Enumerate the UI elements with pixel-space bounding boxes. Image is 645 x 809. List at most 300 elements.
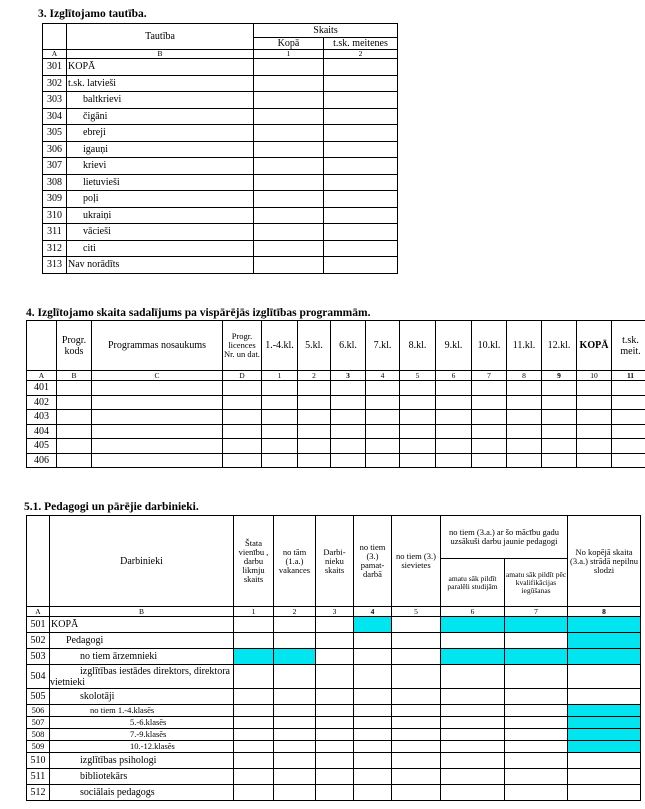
- data-cell[interactable]: [366, 395, 400, 410]
- data-cell[interactable]: [274, 753, 316, 769]
- data-cell[interactable]: [92, 424, 223, 439]
- data-cell[interactable]: [400, 453, 436, 468]
- data-cell[interactable]: [441, 769, 505, 785]
- data-cell[interactable]: [354, 617, 392, 633]
- data-cell[interactable]: [568, 665, 641, 689]
- data-cell[interactable]: [472, 424, 507, 439]
- row-code: 511: [27, 769, 50, 785]
- data-cell[interactable]: [262, 381, 298, 396]
- data-cell[interactable]: [568, 617, 641, 633]
- data-cell[interactable]: [542, 453, 577, 468]
- data-cell[interactable]: [366, 453, 400, 468]
- data-cell[interactable]: [436, 424, 472, 439]
- data-cell[interactable]: [366, 424, 400, 439]
- col-header-darbinieki: Darbinieki: [50, 516, 234, 607]
- data-cell[interactable]: [331, 453, 366, 468]
- col-header: KOPĀ: [577, 321, 612, 371]
- data-cell[interactable]: [262, 395, 298, 410]
- data-cell[interactable]: [577, 453, 612, 468]
- row-code: 305: [43, 125, 67, 142]
- data-cell[interactable]: [274, 689, 316, 705]
- table-row: [27, 769, 641, 785]
- row-code: 512: [27, 785, 50, 801]
- data-cell[interactable]: [441, 729, 505, 741]
- data-cell[interactable]: [234, 633, 274, 649]
- data-cell[interactable]: [92, 410, 223, 425]
- index-cell: B: [67, 50, 254, 59]
- data-cell[interactable]: [392, 729, 441, 741]
- data-cell[interactable]: [92, 381, 223, 396]
- data-cell[interactable]: [354, 689, 392, 705]
- row-code: 309: [43, 191, 67, 208]
- data-cell[interactable]: [441, 741, 505, 753]
- data-cell[interactable]: [441, 689, 505, 705]
- data-cell[interactable]: [223, 381, 262, 396]
- row-label: igauņi: [67, 141, 254, 158]
- data-cell[interactable]: [472, 410, 507, 425]
- data-cell[interactable]: [234, 689, 274, 705]
- table-row: [43, 158, 398, 175]
- data-cell[interactable]: [298, 453, 331, 468]
- data-cell[interactable]: [57, 381, 92, 396]
- data-cell[interactable]: [274, 617, 316, 633]
- row-code: 404: [27, 424, 57, 439]
- data-cell[interactable]: [441, 753, 505, 769]
- data-cell[interactable]: [223, 424, 262, 439]
- data-cell[interactable]: [568, 785, 641, 801]
- table-row: [43, 75, 398, 92]
- index-cell: A: [27, 371, 57, 381]
- data-cell[interactable]: [392, 741, 441, 753]
- data-cell[interactable]: [254, 108, 324, 125]
- data-cell[interactable]: [392, 617, 441, 633]
- row-label: 10.-12.klasēs: [50, 741, 234, 753]
- data-cell[interactable]: [505, 649, 568, 665]
- data-cell[interactable]: [254, 207, 324, 224]
- row-code: 507: [27, 717, 50, 729]
- data-cell[interactable]: [234, 717, 274, 729]
- data-cell[interactable]: [223, 395, 262, 410]
- data-cell[interactable]: [568, 689, 641, 705]
- data-cell[interactable]: [612, 424, 645, 439]
- data-cell[interactable]: [324, 75, 398, 92]
- col-header: 10.kl.: [472, 321, 507, 371]
- data-cell[interactable]: [366, 410, 400, 425]
- data-cell[interactable]: [254, 125, 324, 142]
- data-cell[interactable]: [354, 649, 392, 665]
- data-cell[interactable]: [254, 141, 324, 158]
- data-cell[interactable]: [324, 191, 398, 208]
- row-code: 310: [43, 207, 67, 224]
- data-cell[interactable]: [354, 741, 392, 753]
- data-cell[interactable]: [366, 381, 400, 396]
- data-cell[interactable]: [505, 665, 568, 689]
- data-cell[interactable]: [324, 240, 398, 257]
- data-cell[interactable]: [505, 633, 568, 649]
- row-code: 505: [27, 689, 50, 705]
- col-header-kopa: Kopā: [254, 38, 324, 50]
- data-cell[interactable]: [507, 381, 542, 396]
- row-label: vācieši: [67, 224, 254, 241]
- table-row: [43, 59, 398, 76]
- ethnicity-table: [42, 23, 398, 274]
- table-row: [27, 395, 645, 410]
- data-cell[interactable]: [223, 453, 262, 468]
- row-label: KOPĀ: [67, 59, 254, 76]
- index-cell: 6: [441, 607, 505, 617]
- col-header: 9.kl.: [436, 321, 472, 371]
- data-cell[interactable]: [57, 410, 92, 425]
- col-header-paraleli: amatu sāk pildīt paralēli studijām: [441, 559, 505, 607]
- data-cell[interactable]: [441, 617, 505, 633]
- data-cell[interactable]: [274, 705, 316, 717]
- data-cell[interactable]: [316, 785, 354, 801]
- data-cell[interactable]: [331, 424, 366, 439]
- data-cell[interactable]: [234, 705, 274, 717]
- data-cell[interactable]: [441, 649, 505, 665]
- table-row: [27, 453, 645, 468]
- section-5-title: 5.1. Pedagogi un pārējie darbinieki.: [24, 501, 199, 513]
- row-label: Nav norādīts: [67, 257, 254, 274]
- data-cell[interactable]: [472, 395, 507, 410]
- data-cell[interactable]: [612, 410, 645, 425]
- table-row: [43, 141, 398, 158]
- col-header-vakances: no tām (1.a.) vakances: [274, 516, 316, 607]
- data-cell[interactable]: [568, 633, 641, 649]
- index-cell: 3: [331, 371, 366, 381]
- data-cell[interactable]: [392, 633, 441, 649]
- data-cell[interactable]: [542, 395, 577, 410]
- index-cell: D: [223, 371, 262, 381]
- data-cell[interactable]: [441, 785, 505, 801]
- data-cell[interactable]: [254, 75, 324, 92]
- data-cell[interactable]: [392, 753, 441, 769]
- data-cell[interactable]: [392, 769, 441, 785]
- data-cell[interactable]: [254, 59, 324, 76]
- data-cell[interactable]: [274, 649, 316, 665]
- data-cell[interactable]: [316, 665, 354, 689]
- data-cell[interactable]: [392, 665, 441, 689]
- data-cell[interactable]: [354, 769, 392, 785]
- data-cell[interactable]: [507, 395, 542, 410]
- table-row: [27, 410, 645, 425]
- row-code: 308: [43, 174, 67, 191]
- data-cell[interactable]: [354, 785, 392, 801]
- data-cell[interactable]: [505, 617, 568, 633]
- data-cell[interactable]: [542, 439, 577, 454]
- data-cell[interactable]: [316, 717, 354, 729]
- data-cell[interactable]: [298, 410, 331, 425]
- row-code: 301: [43, 59, 67, 76]
- data-cell[interactable]: [400, 439, 436, 454]
- data-cell[interactable]: [274, 729, 316, 741]
- row-label: t.sk. latvieši: [67, 75, 254, 92]
- data-cell[interactable]: [436, 453, 472, 468]
- data-cell[interactable]: [316, 617, 354, 633]
- col-header: 11.kl.: [507, 321, 542, 371]
- data-cell[interactable]: [254, 257, 324, 274]
- data-cell[interactable]: [568, 741, 641, 753]
- data-cell[interactable]: [234, 785, 274, 801]
- data-cell[interactable]: [57, 439, 92, 454]
- data-cell[interactable]: [324, 141, 398, 158]
- data-cell[interactable]: [324, 257, 398, 274]
- data-cell[interactable]: [436, 439, 472, 454]
- data-cell[interactable]: [316, 633, 354, 649]
- data-cell[interactable]: [577, 424, 612, 439]
- data-cell[interactable]: [316, 769, 354, 785]
- table-row: [27, 785, 641, 801]
- data-cell[interactable]: [436, 410, 472, 425]
- data-cell[interactable]: [298, 381, 331, 396]
- data-cell[interactable]: [316, 649, 354, 665]
- data-cell[interactable]: [568, 729, 641, 741]
- col-header-pamat: no tiem (3.) pamat-darbā: [354, 516, 392, 607]
- data-cell[interactable]: [331, 410, 366, 425]
- table-row: [43, 191, 398, 208]
- data-cell[interactable]: [392, 717, 441, 729]
- data-cell[interactable]: [274, 741, 316, 753]
- data-cell[interactable]: [274, 785, 316, 801]
- data-cell[interactable]: [505, 741, 568, 753]
- table-row: [27, 741, 641, 753]
- data-cell[interactable]: [366, 439, 400, 454]
- data-cell[interactable]: [262, 410, 298, 425]
- table-row: [43, 207, 398, 224]
- data-cell[interactable]: [262, 439, 298, 454]
- data-cell[interactable]: [436, 395, 472, 410]
- data-cell[interactable]: [324, 158, 398, 175]
- row-code: 312: [43, 240, 67, 257]
- data-cell[interactable]: [612, 439, 645, 454]
- data-cell[interactable]: [92, 453, 223, 468]
- data-cell[interactable]: [568, 705, 641, 717]
- data-cell[interactable]: [324, 108, 398, 125]
- data-cell[interactable]: [472, 439, 507, 454]
- data-cell[interactable]: [234, 665, 274, 689]
- data-cell[interactable]: [507, 424, 542, 439]
- data-cell[interactable]: [324, 125, 398, 142]
- data-cell[interactable]: [316, 741, 354, 753]
- data-cell[interactable]: [392, 785, 441, 801]
- data-cell[interactable]: [331, 439, 366, 454]
- row-label: no tiem ārzemnieki: [50, 649, 234, 665]
- data-cell[interactable]: [354, 705, 392, 717]
- index-cell: 11: [612, 371, 645, 381]
- data-cell[interactable]: [392, 649, 441, 665]
- row-label: baltkrievi: [67, 92, 254, 109]
- data-cell[interactable]: [612, 395, 645, 410]
- row-label: KOPĀ: [50, 617, 234, 633]
- data-cell[interactable]: [324, 92, 398, 109]
- data-cell[interactable]: [568, 753, 641, 769]
- data-cell[interactable]: [568, 717, 641, 729]
- data-cell[interactable]: [441, 717, 505, 729]
- index-cell: A: [43, 50, 67, 59]
- data-cell[interactable]: [505, 769, 568, 785]
- data-cell[interactable]: [472, 453, 507, 468]
- data-cell[interactable]: [254, 240, 324, 257]
- table-row: [27, 717, 641, 729]
- data-cell[interactable]: [234, 649, 274, 665]
- data-cell[interactable]: [254, 158, 324, 175]
- data-cell[interactable]: [316, 705, 354, 717]
- data-cell[interactable]: [316, 753, 354, 769]
- row-label: skolotāji: [50, 689, 234, 705]
- row-code: 502: [27, 633, 50, 649]
- row-code: 311: [43, 224, 67, 241]
- data-cell[interactable]: [254, 174, 324, 191]
- row-code: 508: [27, 729, 50, 741]
- col-header: t.sk. meit.: [612, 321, 645, 371]
- data-cell[interactable]: [400, 410, 436, 425]
- index-cell: 4: [354, 607, 392, 617]
- row-code: 304: [43, 108, 67, 125]
- data-cell[interactable]: [505, 729, 568, 741]
- row-code: 406: [27, 453, 57, 468]
- data-cell[interactable]: [234, 769, 274, 785]
- data-cell[interactable]: [57, 424, 92, 439]
- data-cell[interactable]: [568, 769, 641, 785]
- data-cell[interactable]: [400, 424, 436, 439]
- col-header-jaunie: no tiem (3.a.) ar šo mācību gadu uzsākuši darbu jaunie pedagogi: [441, 516, 568, 559]
- data-cell[interactable]: [577, 410, 612, 425]
- data-cell[interactable]: [324, 224, 398, 241]
- col-header-nepilnu: No kopējā skaita (3.a.) strādā nepilnu slodzi: [568, 516, 641, 607]
- data-cell[interactable]: [324, 174, 398, 191]
- row-code: 501: [27, 617, 50, 633]
- data-cell[interactable]: [331, 395, 366, 410]
- data-cell[interactable]: [234, 729, 274, 741]
- index-cell: 8: [507, 371, 542, 381]
- data-cell[interactable]: [274, 633, 316, 649]
- col-header-pec: amatu sāk pildīt pēc kvalifikācijas iegūšanas: [505, 559, 568, 607]
- data-cell[interactable]: [57, 395, 92, 410]
- data-cell[interactable]: [316, 689, 354, 705]
- data-cell[interactable]: [505, 689, 568, 705]
- row-label: ebreji: [67, 125, 254, 142]
- index-cell: 5: [400, 371, 436, 381]
- data-cell[interactable]: [542, 381, 577, 396]
- data-cell[interactable]: [472, 381, 507, 396]
- data-cell[interactable]: [542, 424, 577, 439]
- data-cell[interactable]: [331, 381, 366, 396]
- programs-table: [26, 320, 645, 468]
- data-cell[interactable]: [441, 665, 505, 689]
- row-code: 307: [43, 158, 67, 175]
- index-cell: 4: [366, 371, 400, 381]
- data-cell[interactable]: [436, 381, 472, 396]
- data-cell[interactable]: [92, 395, 223, 410]
- col-header-darbinieku: Darbi-nieku skaits: [316, 516, 354, 607]
- data-cell[interactable]: [612, 381, 645, 396]
- row-code: 405: [27, 439, 57, 454]
- data-cell[interactable]: [316, 729, 354, 741]
- col-header: 7.kl.: [366, 321, 400, 371]
- data-cell[interactable]: [274, 769, 316, 785]
- data-cell[interactable]: [400, 395, 436, 410]
- data-cell[interactable]: [577, 381, 612, 396]
- index-cell: 2: [274, 607, 316, 617]
- row-code: 403: [27, 410, 57, 425]
- data-cell[interactable]: [262, 453, 298, 468]
- row-label: izglītības iestādes direktors, direktora vietnieki: [50, 665, 234, 689]
- data-cell[interactable]: [392, 705, 441, 717]
- data-cell[interactable]: [234, 617, 274, 633]
- data-cell[interactable]: [400, 381, 436, 396]
- table-row: [27, 439, 645, 454]
- col-header: 6.kl.: [331, 321, 366, 371]
- data-cell[interactable]: [298, 424, 331, 439]
- row-code: 509: [27, 741, 50, 753]
- row-label: ukraiņi: [67, 207, 254, 224]
- data-cell[interactable]: [354, 753, 392, 769]
- data-cell[interactable]: [507, 453, 542, 468]
- data-cell[interactable]: [274, 717, 316, 729]
- row-code: 504: [27, 665, 50, 689]
- row-label: 5.-6.klasēs: [50, 717, 234, 729]
- data-cell[interactable]: [568, 649, 641, 665]
- data-cell[interactable]: [234, 741, 274, 753]
- data-cell[interactable]: [505, 785, 568, 801]
- data-cell[interactable]: [324, 207, 398, 224]
- data-cell[interactable]: [441, 705, 505, 717]
- data-cell[interactable]: [262, 424, 298, 439]
- row-label: citi: [67, 240, 254, 257]
- data-cell[interactable]: [354, 665, 392, 689]
- data-cell[interactable]: [441, 633, 505, 649]
- col-header: Progr. licences Nr. un dat.: [223, 321, 262, 371]
- data-cell[interactable]: [354, 729, 392, 741]
- index-cell: 3: [316, 607, 354, 617]
- table-row: [27, 753, 641, 769]
- data-cell[interactable]: [298, 395, 331, 410]
- index-cell: 2: [324, 50, 398, 59]
- data-cell[interactable]: [223, 410, 262, 425]
- row-code: 510: [27, 753, 50, 769]
- index-cell: 2: [298, 371, 331, 381]
- data-cell[interactable]: [274, 665, 316, 689]
- data-cell[interactable]: [507, 410, 542, 425]
- data-cell[interactable]: [92, 439, 223, 454]
- data-cell[interactable]: [234, 753, 274, 769]
- index-cell: 1: [234, 607, 274, 617]
- data-cell[interactable]: [505, 705, 568, 717]
- index-cell: A: [27, 607, 50, 617]
- data-cell[interactable]: [612, 453, 645, 468]
- row-code: 503: [27, 649, 50, 665]
- data-cell[interactable]: [577, 395, 612, 410]
- data-cell[interactable]: [298, 439, 331, 454]
- data-cell[interactable]: [254, 92, 324, 109]
- data-cell[interactable]: [505, 753, 568, 769]
- data-cell[interactable]: [542, 410, 577, 425]
- data-cell[interactable]: [507, 439, 542, 454]
- data-cell[interactable]: [57, 453, 92, 468]
- data-cell[interactable]: [254, 191, 324, 208]
- data-cell[interactable]: [254, 224, 324, 241]
- data-cell[interactable]: [392, 689, 441, 705]
- data-cell[interactable]: [354, 717, 392, 729]
- data-cell[interactable]: [354, 633, 392, 649]
- index-cell: 7: [505, 607, 568, 617]
- data-cell[interactable]: [577, 439, 612, 454]
- col-header: 8.kl.: [400, 321, 436, 371]
- data-cell[interactable]: [223, 439, 262, 454]
- data-cell[interactable]: [324, 59, 398, 76]
- row-code: 306: [43, 141, 67, 158]
- data-cell[interactable]: [505, 717, 568, 729]
